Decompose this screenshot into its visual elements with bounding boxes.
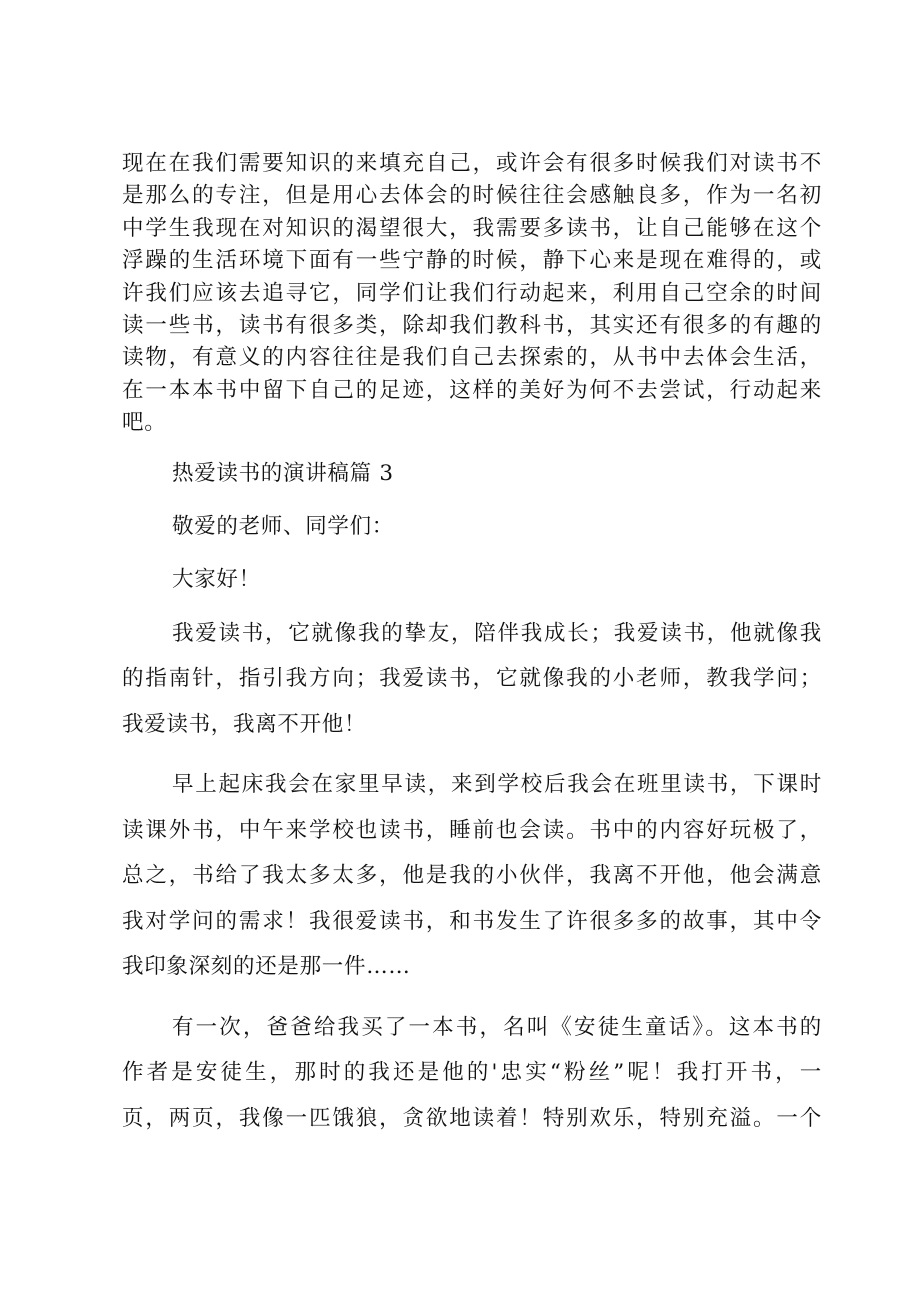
document-page (122, 148, 822, 1141)
text-line: 中学生我现在对知识的渴望很大，我需要多读书，让自己能够在这个 (122, 215, 822, 241)
intro-paragraph (122, 148, 822, 440)
text-line: 吧。 (122, 410, 167, 436)
text-line: 我爱读书，我离不开他！ (122, 711, 367, 737)
section-heading: 热爱读书的演讲稿篇 3 (172, 460, 394, 486)
text-line: 页，两页，我像一匹饿狼，贪欲地读着！特别欢乐，特别充溢。一个 (122, 1105, 822, 1131)
text-line: 浮躁的生活环境下面有一些宁静的时候，静下心来是现在难得的，或 (122, 248, 822, 274)
text-line: 我爱读书，它就像我的挚友，陪伴我成长；我爱读书，他就像我 (172, 620, 822, 646)
text-line: 作者是安徒生，那时的我还是他的'忠实“粉丝”呢！我打开书，一 (122, 1060, 822, 1086)
text-line: 读课外书，中午来学校也读书，睡前也会读。书中的内容好玩极了， (122, 817, 822, 843)
text-line: 在一本本书中留下自己的足迹，这样的美好为何不去尝试，行动起来 (122, 377, 822, 403)
text-line: 读物，有意义的内容往往是我们自己去探索的，从书中去体会生活， (122, 345, 822, 371)
text-line: 是那么的专注，但是用心去体会的时候往往会感触良多，作为一名初 (122, 183, 822, 209)
text-line: 的指南针，指引我方向；我爱读书，它就像我的小老师，教我学问； (122, 666, 822, 692)
text-line: 早上起床我会在家里早读，来到学校后我会在班里读书，下课时 (172, 772, 822, 798)
text-line: 我对学问的需求！我很爱读书，和书发生了许很多多的故事，其中令 (122, 908, 822, 934)
text-line: 我印象深刻的还是那一件…… (122, 954, 411, 980)
body-paragraph (122, 762, 822, 990)
text-line: 总之，书给了我太多太多，他是我的小伙伴，我离不开他，他会满意 (122, 863, 822, 889)
salutation: 敬爱的老师、同学们： (172, 513, 395, 539)
body-paragraph (122, 1005, 822, 1142)
text-line: 读一些书，读书有很多类，除却我们教科书，其实还有很多的有趣的 (122, 313, 822, 339)
text-line: 现在在我们需要知识的来填充自己，或许会有很多时候我们对读书不 (122, 151, 822, 176)
text-line: 有一次，爸爸给我买了一本书，名叫《安徒生童话》。这本书的 (172, 1014, 822, 1040)
text-line: 许我们应该去追寻它，同学们让我们行动起来，利用自己空余的时间 (122, 280, 822, 306)
greeting: 大家好！ (172, 566, 261, 592)
body-paragraph (122, 611, 822, 748)
